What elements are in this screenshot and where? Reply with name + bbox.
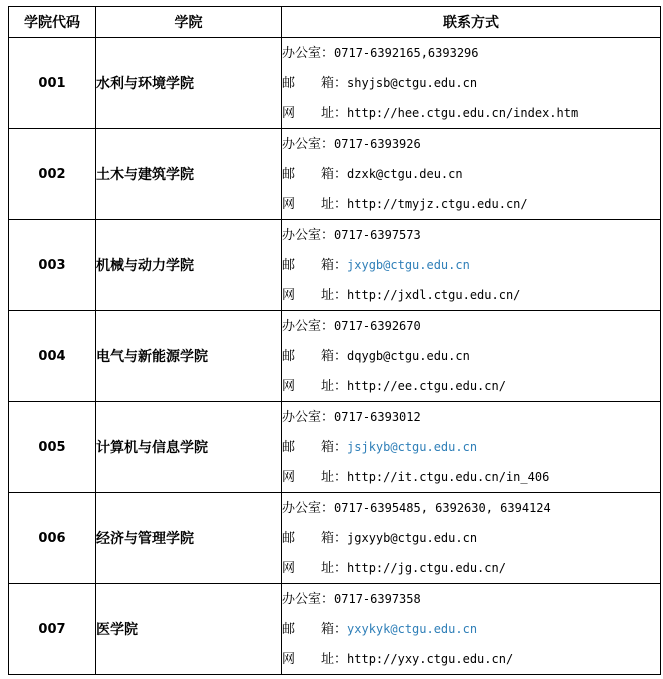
college-code: 003: [9, 220, 96, 311]
email-line: [282, 341, 660, 371]
website-url: http://ee.ctgu.edu.cn/: [347, 379, 506, 393]
office-phone: 0717-6397358: [334, 592, 421, 606]
table-row: [9, 311, 661, 402]
website-line: [282, 189, 660, 219]
contact-cell: [282, 493, 661, 584]
office-label: 办公室：: [282, 410, 335, 425]
email-label: 邮 箱：: [282, 258, 348, 273]
website-label: 网 址：: [282, 652, 348, 667]
website-url: http://jxdl.ctgu.edu.cn/: [347, 288, 521, 302]
website-line: [282, 98, 660, 128]
email-label: 邮 箱：: [282, 531, 348, 546]
table-row: [9, 584, 661, 675]
header-college-code: 学院代码: [9, 7, 96, 38]
college-code: 006: [9, 493, 96, 584]
table-header-row: [9, 7, 661, 38]
table-row: [9, 402, 661, 493]
website-line: [282, 280, 660, 310]
email-label: 邮 箱：: [282, 167, 348, 182]
email-line: [282, 614, 660, 644]
office-line: [282, 129, 660, 159]
office-label: 办公室：: [282, 137, 335, 152]
website-label: 网 址：: [282, 470, 348, 485]
website-url: http://hee.ctgu.edu.cn/index.htm: [347, 106, 579, 120]
college-contact-table: [8, 6, 661, 675]
email-label: 邮 箱：: [282, 349, 348, 364]
college-name: 医学院: [96, 584, 282, 675]
office-label: 办公室：: [282, 319, 335, 334]
website-label: 网 址：: [282, 561, 348, 576]
table-row: [9, 129, 661, 220]
college-code: 002: [9, 129, 96, 220]
email-line: [282, 159, 660, 189]
college-name: 电气与新能源学院: [96, 311, 282, 402]
website-line: [282, 462, 660, 492]
table-row: [9, 493, 661, 584]
header-college: 学院: [96, 7, 282, 38]
website-line: [282, 553, 660, 583]
email-line: [282, 523, 660, 553]
email-label: 邮 箱：: [282, 622, 348, 637]
website-label: 网 址：: [282, 379, 348, 394]
office-line: [282, 584, 660, 614]
contact-cell: [282, 220, 661, 311]
college-name: 土木与建筑学院: [96, 129, 282, 220]
website-line: [282, 371, 660, 401]
email-address: jgxyyb@ctgu.edu.cn: [347, 531, 478, 545]
contact-cell: [282, 402, 661, 493]
office-phone: 0717-6395485, 6392630, 6394124: [334, 501, 551, 515]
website-label: 网 址：: [282, 288, 348, 303]
office-label: 办公室：: [282, 592, 335, 607]
office-line: [282, 38, 660, 68]
office-label: 办公室：: [282, 501, 335, 516]
email-label: 邮 箱：: [282, 76, 348, 91]
email-address[interactable]: yxykyk@ctgu.edu.cn: [347, 622, 478, 636]
email-address: dzxk@ctgu.deu.cn: [347, 167, 463, 181]
website-label: 网 址：: [282, 106, 348, 121]
table-row: [9, 220, 661, 311]
college-name: 机械与动力学院: [96, 220, 282, 311]
contact-cell: [282, 129, 661, 220]
contact-cell: [282, 311, 661, 402]
college-code: 001: [9, 38, 96, 129]
office-label: 办公室：: [282, 46, 335, 61]
email-address[interactable]: jxygb@ctgu.edu.cn: [347, 258, 470, 272]
college-code: 007: [9, 584, 96, 675]
office-line: [282, 493, 660, 523]
office-line: [282, 220, 660, 250]
office-phone: 0717-6392165,6393296: [334, 46, 479, 60]
office-phone: 0717-6397573: [334, 228, 421, 242]
email-label: 邮 箱：: [282, 440, 348, 455]
email-address: shyjsb@ctgu.edu.cn: [347, 76, 478, 90]
website-url: http://it.ctgu.edu.cn/in_406: [347, 470, 550, 484]
header-contact: 联系方式: [282, 7, 661, 38]
college-code: 005: [9, 402, 96, 493]
contact-cell: [282, 38, 661, 129]
table-row: [9, 38, 661, 129]
website-label: 网 址：: [282, 197, 348, 212]
table-body: [9, 38, 661, 675]
office-phone: 0717-6393926: [334, 137, 421, 151]
office-phone: 0717-6392670: [334, 319, 421, 333]
website-url: http://jg.ctgu.edu.cn/: [347, 561, 506, 575]
contact-cell: [282, 584, 661, 675]
office-phone: 0717-6393012: [334, 410, 421, 424]
college-code: 004: [9, 311, 96, 402]
email-line: [282, 432, 660, 462]
college-name: 经济与管理学院: [96, 493, 282, 584]
office-label: 办公室：: [282, 228, 335, 243]
email-address[interactable]: jsjkyb@ctgu.edu.cn: [347, 440, 478, 454]
website-line: [282, 644, 660, 674]
college-name: 计算机与信息学院: [96, 402, 282, 493]
website-url: http://yxy.ctgu.edu.cn/: [347, 652, 514, 666]
email-address: dqygb@ctgu.edu.cn: [347, 349, 470, 363]
website-url: http://tmyjz.ctgu.edu.cn/: [347, 197, 528, 211]
college-name: 水利与环境学院: [96, 38, 282, 129]
email-line: [282, 250, 660, 280]
email-line: [282, 68, 660, 98]
office-line: [282, 311, 660, 341]
office-line: [282, 402, 660, 432]
